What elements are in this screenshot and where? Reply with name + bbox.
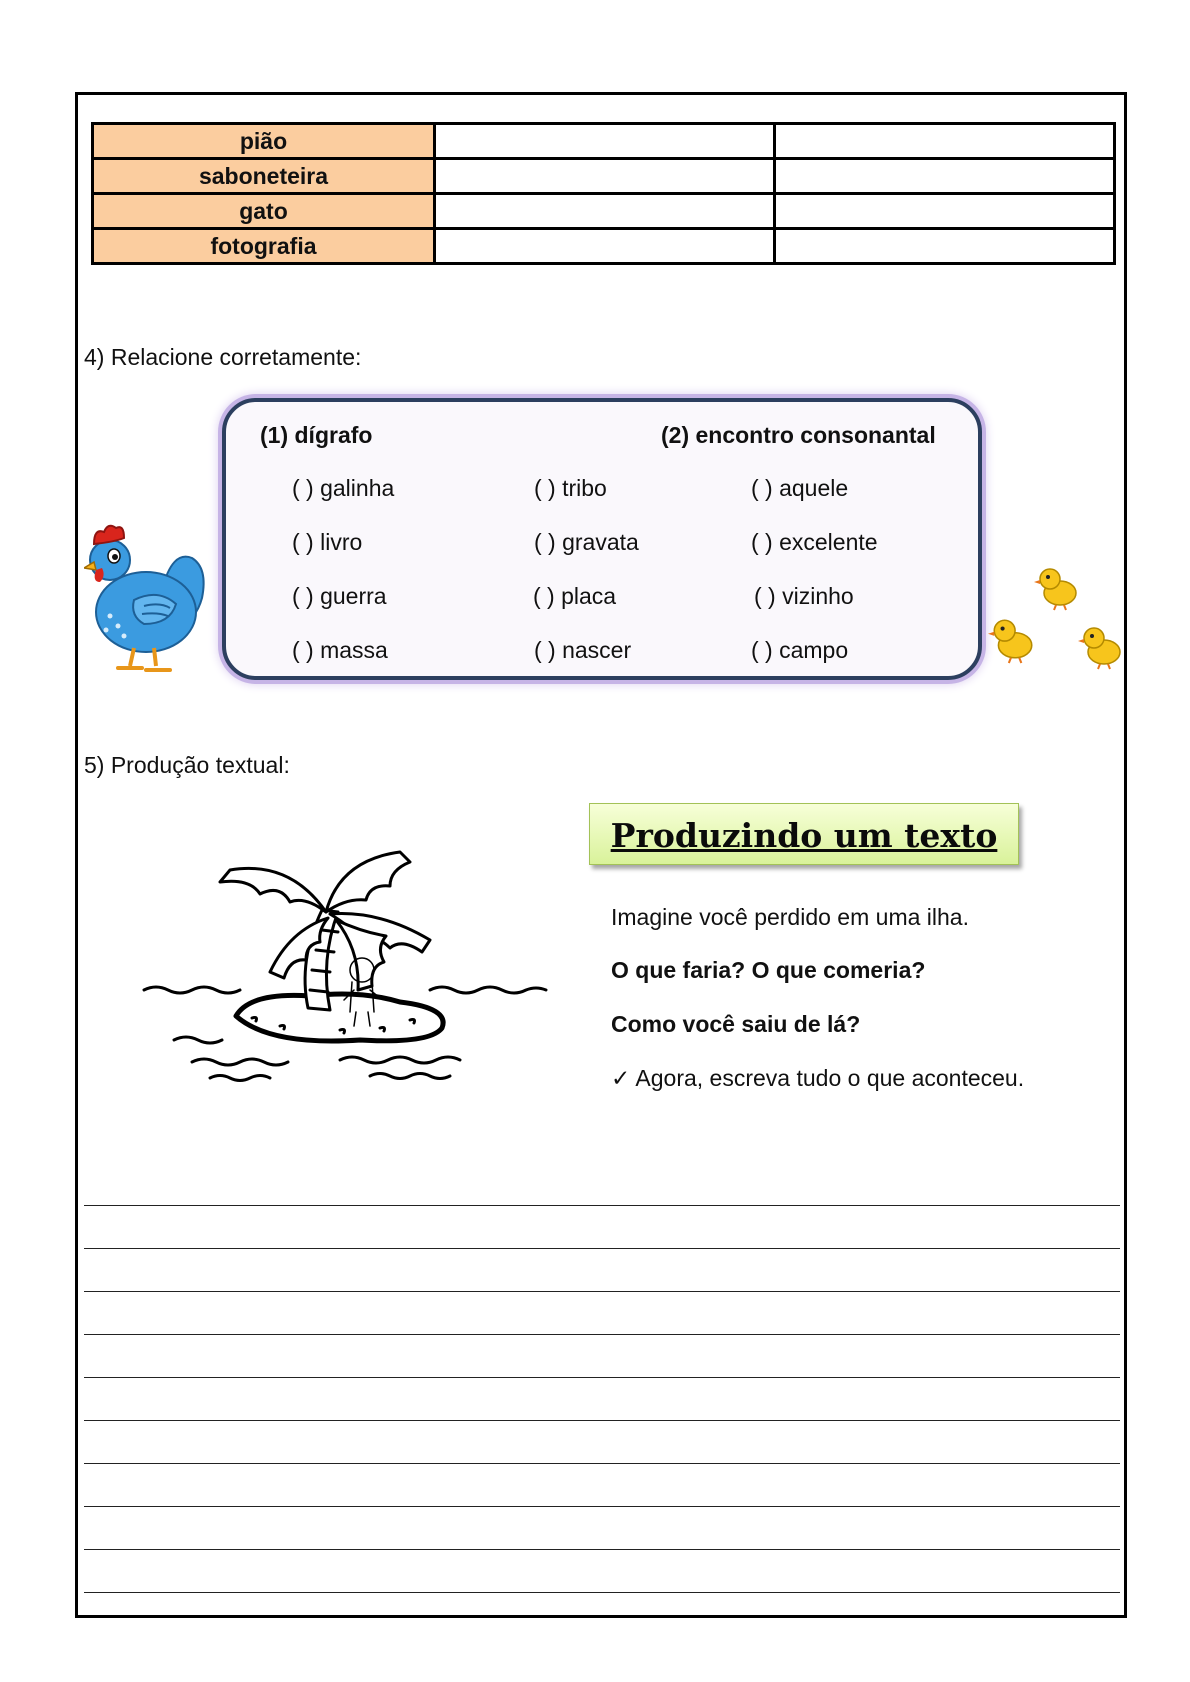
word-cell: fotografia: [93, 229, 435, 264]
relation-item[interactable]: ( ) massa: [292, 637, 388, 663]
chick-icon: [988, 614, 1038, 664]
prompt-line-2: O que faria? O que comeria?: [611, 957, 926, 983]
relation-item[interactable]: ( ) excelente: [751, 529, 878, 555]
production-title-box: [589, 803, 1019, 865]
relation-item[interactable]: ( ) galinha: [292, 475, 395, 501]
relation-item[interactable]: ( ) placa: [533, 583, 617, 609]
writing-lines: [84, 1163, 1120, 1593]
check-icon: ✓: [611, 1065, 631, 1091]
question-4-title: 4) Relacione corretamente:: [84, 344, 362, 370]
word-cell: saboneteira: [93, 159, 435, 194]
relation-item[interactable]: ( ) nascer: [534, 637, 632, 663]
island-palm-icon: [140, 840, 550, 1090]
answer-cell[interactable]: [775, 159, 1115, 194]
answer-cell[interactable]: [435, 229, 775, 264]
answer-cell[interactable]: [775, 229, 1115, 264]
answer-cell[interactable]: [435, 194, 775, 229]
answer-cell[interactable]: [435, 159, 775, 194]
writing-line[interactable]: [84, 1206, 1120, 1249]
writing-line[interactable]: [84, 1378, 1120, 1421]
answer-cell[interactable]: [775, 194, 1115, 229]
answer-cell[interactable]: [775, 124, 1115, 159]
hen-icon: [84, 520, 210, 678]
relation-item[interactable]: ( ) livro: [292, 529, 363, 555]
writing-line[interactable]: [84, 1464, 1120, 1507]
answer-cell[interactable]: [435, 124, 775, 159]
writing-line[interactable]: [84, 1507, 1120, 1550]
prompt-line-4-text: Agora, escreva tudo o que aconteceu.: [635, 1065, 1025, 1091]
relation-item[interactable]: ( ) guerra: [292, 583, 387, 609]
relation-item[interactable]: ( ) vizinho: [754, 583, 854, 609]
word-cell: gato: [93, 194, 435, 229]
relation-item[interactable]: ( ) tribo: [534, 475, 607, 501]
chick-icon: [1078, 622, 1126, 670]
table-row: [93, 159, 1115, 194]
writing-line[interactable]: [84, 1421, 1120, 1464]
relation-item[interactable]: ( ) gravata: [534, 529, 639, 555]
category-digrafo: (1) dígrafo: [260, 422, 373, 448]
prompt-line-3: Como você saiu de lá?: [611, 1011, 861, 1037]
writing-line[interactable]: [84, 1249, 1120, 1292]
relation-item[interactable]: ( ) aquele: [751, 475, 849, 501]
word-table: [91, 122, 1116, 265]
writing-line[interactable]: [84, 1292, 1120, 1335]
writing-line[interactable]: [84, 1163, 1120, 1206]
word-cell: pião: [93, 124, 435, 159]
relation-item[interactable]: ( ) campo: [751, 637, 849, 663]
prompt-line-1: Imagine você perdido em uma ilha.: [611, 904, 969, 930]
table-row: [93, 124, 1115, 159]
chick-icon: [1034, 563, 1082, 611]
writing-line[interactable]: [84, 1550, 1120, 1593]
production-title: Produzindo um texto: [610, 816, 998, 855]
writing-line[interactable]: [84, 1335, 1120, 1378]
category-encontro-consonantal: (2) encontro consonantal: [661, 422, 936, 448]
prompt-line-4: [611, 1065, 1024, 1092]
table-row: [93, 229, 1115, 264]
table-row: [93, 194, 1115, 229]
question-5-title: 5) Produção textual:: [84, 752, 290, 778]
